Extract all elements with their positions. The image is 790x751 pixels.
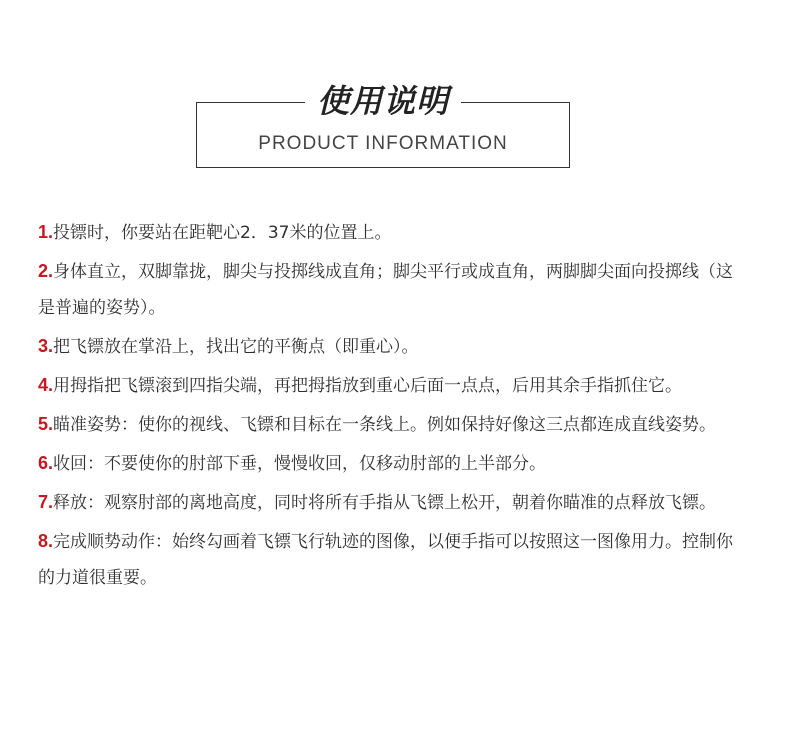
- step-number: 3.: [38, 336, 54, 356]
- step-text: 完成顺势动作：始终勾画着飞镖飞行轨迹的图像，以便手指可以按照这一图像用力。控制你的力道很重要。: [38, 532, 734, 588]
- instruction-step: [38, 484, 738, 521]
- step-text: 身体直立，双脚靠拢，脚尖与投掷线成直角；脚尖平行或成直角，两脚脚尖面向投掷线（这是普遍的姿势）。: [38, 262, 734, 318]
- step-text: 投镖时，你要站在距靶心2．37米的位置上。: [53, 223, 392, 243]
- step-number: 5.: [38, 414, 54, 434]
- step-text: 释放：观察肘部的离地高度，同时将所有手指从飞镖上松开，朝着你瞄准的点释放飞镖。: [53, 493, 717, 513]
- step-number: 8.: [38, 531, 54, 551]
- instruction-step: [38, 253, 738, 326]
- step-number: 4.: [38, 375, 54, 395]
- page-title: 使用说明: [305, 81, 461, 121]
- step-text: 收回：不要使你的肘部下垂，慢慢收回，仅移动肘部的上半部分。: [53, 454, 547, 474]
- instruction-step: [38, 367, 738, 404]
- title-box: [196, 82, 570, 168]
- step-text: 用拇指把飞镖滚到四指尖端，再把拇指放到重心后面一点点，后用其余手指抓住它。: [53, 376, 683, 396]
- step-number: 6.: [38, 453, 54, 473]
- instruction-step: [38, 214, 738, 251]
- step-text: 把飞镖放在掌沿上，找出它的平衡点（即重心）。: [53, 337, 419, 357]
- instruction-step: [38, 523, 738, 596]
- step-text: 瞄准姿势：使你的视线、飞镖和目标在一条线上。例如保持好像这三点都连成直线姿势。: [53, 415, 717, 435]
- instruction-step: [38, 328, 738, 365]
- instruction-list: [38, 214, 738, 598]
- step-number: 2.: [38, 261, 54, 281]
- step-number: 7.: [38, 492, 54, 512]
- instruction-step: [38, 445, 738, 482]
- step-number: 1.: [38, 222, 54, 242]
- instruction-step: [38, 406, 738, 443]
- page-subtitle: PRODUCT INFORMATION: [258, 133, 508, 154]
